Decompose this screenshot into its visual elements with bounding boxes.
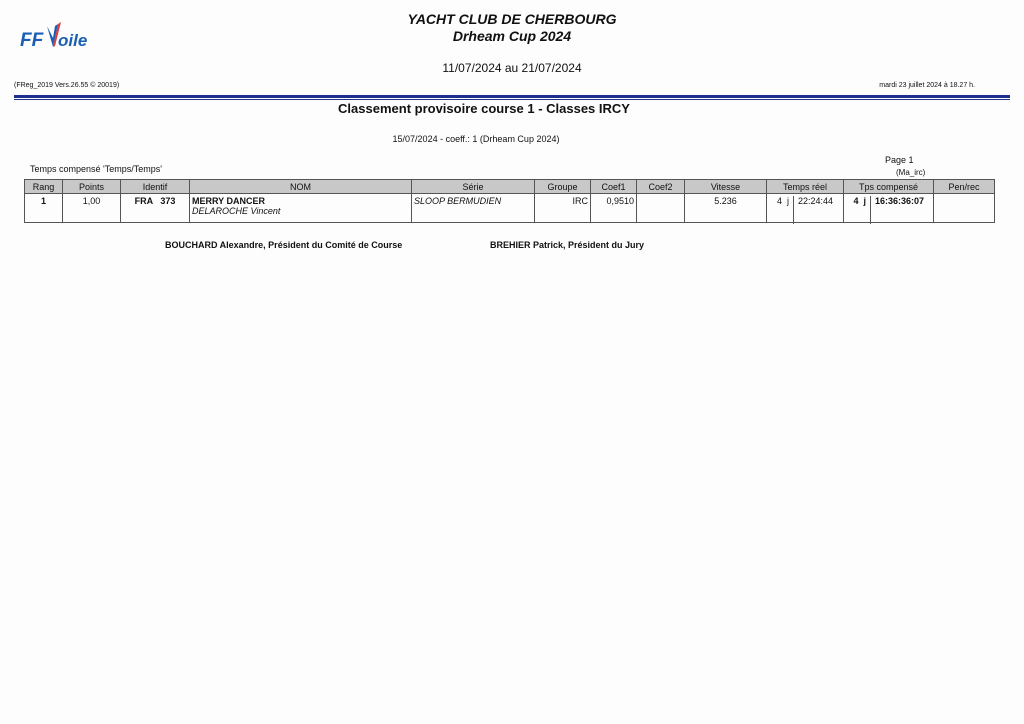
software-version: (FReg_2019 Vers.26.55 © 20019) — [14, 82, 120, 89]
col-groupe: Groupe — [535, 180, 591, 194]
cell-coef2 — [637, 194, 685, 223]
svg-text:FF: FF — [20, 30, 44, 51]
comp-days: 4 j — [844, 196, 871, 224]
cell-nom — [190, 194, 412, 223]
reel-days: 4 j — [767, 196, 794, 224]
print-timestamp: mardi 23 juillet 2024 à 18.27 h. — [879, 82, 975, 89]
col-pen-rec: Pen/rec — [934, 180, 995, 194]
svg-text:oile: oile — [58, 31, 88, 50]
col-points: Points — [63, 180, 121, 194]
cell-identif: FRA 373 — [121, 194, 190, 223]
rating-code: (Ma_irc) — [896, 168, 926, 177]
results-table — [24, 179, 995, 223]
table-row — [25, 194, 995, 223]
cell-serie: SLOOP BERMUDIEN — [412, 194, 535, 223]
reel-time: 22:24:44 — [798, 196, 834, 206]
cell-groupe: IRC — [535, 194, 591, 223]
col-serie: Série — [412, 180, 535, 194]
event-dates: 11/07/2024 au 21/07/2024 — [442, 61, 582, 75]
event-name: Drheam Cup 2024 — [452, 28, 572, 44]
col-identif: Identif — [121, 180, 190, 194]
header-rule-thick — [14, 95, 1010, 98]
col-rang: Rang — [25, 180, 63, 194]
col-coef1: Coef1 — [591, 180, 637, 194]
header-rule-thin — [14, 99, 1010, 100]
boat-name: MERRY DANCER — [192, 196, 266, 206]
col-temps-reel: Temps réel — [767, 180, 844, 194]
cell-rang: 1 — [25, 194, 63, 223]
cell-coef1: 0,9510 — [591, 194, 637, 223]
jury-president: BREHIER Patrick, Président du Jury — [490, 240, 645, 250]
cell-temps-reel — [767, 194, 844, 223]
col-coef2: Coef2 — [637, 180, 685, 194]
club-name: YACHT CLUB DE CHERBOURG — [407, 11, 617, 27]
race-subtitle: 15/07/2024 - coeff.: 1 (Drheam Cup 2024) — [392, 134, 560, 144]
table-header-row — [25, 180, 995, 194]
page-title: Classement provisoire course 1 - Classes IRCY — [338, 101, 630, 116]
race-committee-president: BOUCHARD Alexandre, Président du Comité de Course — [165, 240, 403, 250]
cell-tps-compense — [844, 194, 934, 223]
comp-time: 16:36:36:07 — [875, 196, 925, 206]
page-number: Page 1 — [885, 155, 914, 165]
time-correction-label: Temps compensé 'Temps/Temps' — [30, 164, 162, 174]
cell-vitesse: 5.236 — [685, 194, 767, 223]
skipper-name: DELAROCHE Vincent — [192, 206, 281, 216]
col-tps-compense: Tps compensé — [844, 180, 934, 194]
cell-pen-rec — [934, 194, 995, 223]
cell-points: 1,00 — [63, 194, 121, 223]
col-nom: NOM — [190, 180, 412, 194]
col-vitesse: Vitesse — [685, 180, 767, 194]
